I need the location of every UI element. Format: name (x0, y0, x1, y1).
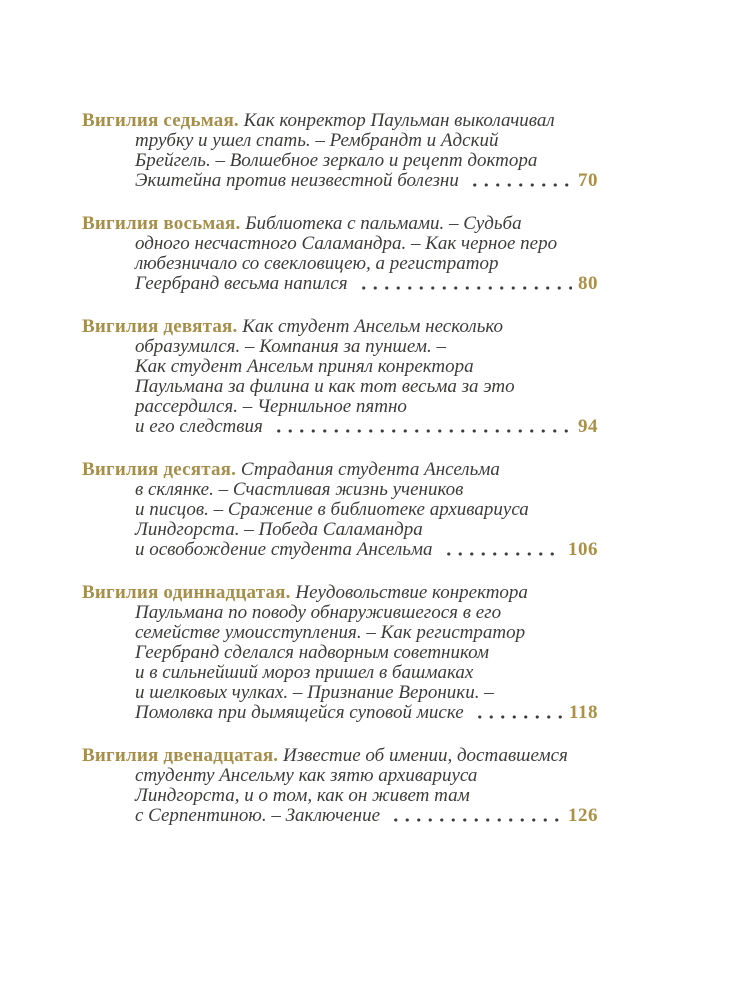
toc-line-text: семействе умоисступления. – Как регистратор (135, 622, 526, 643)
toc-line (82, 500, 598, 520)
page-number: 70 (578, 170, 598, 191)
toc-line-text: Линдгорста, и о том, как он живет там (135, 785, 470, 806)
toc-line-text: и его следствия (135, 416, 263, 437)
toc-line-text: Паульмана за филина и как тот весьма за это (135, 376, 515, 397)
toc-line (82, 317, 598, 337)
toc-line (82, 703, 598, 723)
toc-line (82, 806, 598, 826)
toc-line (82, 214, 598, 234)
toc-line (82, 171, 598, 191)
toc-line-text: и шелковых чулках. – Признание Вероники. – (135, 682, 494, 703)
toc-line-text: Геербранд весьма напился (135, 273, 348, 294)
toc-line-text: с Серпентиною. – Заключение (135, 805, 381, 826)
toc-line (82, 683, 598, 703)
vigilia-heading: Вигилия девятая. (82, 316, 238, 337)
toc-line (82, 583, 598, 603)
toc-line-text: Брейгель. – Волшебное зеркало и рецепт доктора (135, 150, 538, 171)
dot-leader (468, 171, 572, 191)
toc-line (82, 766, 598, 786)
toc-line (82, 254, 598, 274)
dot-leader (357, 274, 572, 294)
toc-line (82, 111, 598, 131)
toc-line-text: Как студент Ансельм несколько (242, 316, 504, 337)
toc-line-text: Геербранд сделался надворным советником (135, 642, 490, 663)
toc-line (82, 603, 598, 623)
toc-line (82, 151, 598, 171)
toc-line (82, 643, 598, 663)
toc-entry[interactable] (82, 460, 598, 560)
vigilia-heading: Вигилия седьмая. (82, 110, 239, 131)
vigilia-heading: Вигилия восьмая. (82, 213, 241, 234)
toc-line-text: студенту Ансельму как зятю архивариуса (135, 765, 478, 786)
page-number: 106 (568, 539, 598, 560)
toc-line-text: Экштейна против неизвестной болезни (135, 170, 459, 191)
toc-line-text: Линдгорста. – Победа Саламандра (135, 519, 423, 540)
toc-entry[interactable] (82, 746, 598, 826)
page-number: 80 (578, 273, 598, 294)
toc-line-text: Паульмана по поводу обнаружившегося в его (135, 602, 502, 623)
toc-line (82, 663, 598, 683)
page-number: 118 (569, 702, 598, 723)
toc-line (82, 234, 598, 254)
toc-line (82, 357, 598, 377)
toc-line (82, 746, 598, 766)
toc-line (82, 417, 598, 437)
toc-line-text: Страдания студента Ансельма (240, 459, 500, 480)
toc-line-text: Известие об имении, доставшемся (283, 745, 568, 766)
toc-line-text: и освобождение студента Ансельма (135, 539, 433, 560)
toc-line (82, 131, 598, 151)
toc-line-text: любезничало со свекловицею, а регистратор (135, 253, 499, 274)
vigilia-heading: Вигилия одиннадцатая. (82, 582, 291, 603)
dot-leader (473, 703, 563, 723)
toc-line-text: Неудовольствие конректора (295, 582, 528, 603)
toc-entry[interactable] (82, 583, 598, 723)
page-number: 126 (568, 805, 598, 826)
toc-line (82, 540, 598, 560)
vigilia-heading: Вигилия десятая. (82, 459, 237, 480)
toc-line-text: рассердился. – Чернильное пятно (135, 396, 407, 417)
toc-line-text: Библиотека с пальмами. – Судьба (245, 213, 522, 234)
toc-line (82, 377, 598, 397)
table-of-contents (82, 111, 598, 849)
toc-line (82, 337, 598, 357)
toc-line-text: Как студент Ансельм принял конректора (135, 356, 474, 377)
toc-line (82, 274, 598, 294)
vigilia-heading: Вигилия двенадцатая. (82, 745, 279, 766)
toc-line-text: Помолвка при дымящейся суповой миске (135, 702, 464, 723)
toc-line-text: в склянке. – Счастливая жизнь учеников (135, 479, 464, 500)
toc-line (82, 397, 598, 417)
page-number: 94 (578, 416, 598, 437)
toc-line (82, 786, 598, 806)
toc-line (82, 480, 598, 500)
toc-line-text: Как конректор Паульман выколачивал (243, 110, 555, 131)
toc-line (82, 623, 598, 643)
dot-leader (442, 540, 562, 560)
toc-line (82, 520, 598, 540)
dot-leader (272, 417, 572, 437)
toc-line (82, 460, 598, 480)
toc-entry[interactable] (82, 317, 598, 437)
dot-leader (389, 806, 562, 826)
toc-line-text: и в сильнейший мороз пришел в башмаках (135, 662, 474, 683)
toc-line-text: одного несчастного Саламандра. – Как черное перо (135, 233, 558, 254)
toc-line-text: и писцов. – Сражение в библиотеке архивариуса (135, 499, 529, 520)
toc-entry[interactable] (82, 111, 598, 191)
toc-line-text: образумился. – Компания за пуншем. – (135, 336, 446, 357)
toc-entry[interactable] (82, 214, 598, 294)
toc-line-text: трубку и ушел спать. – Рембрандт и Адский (135, 130, 499, 151)
